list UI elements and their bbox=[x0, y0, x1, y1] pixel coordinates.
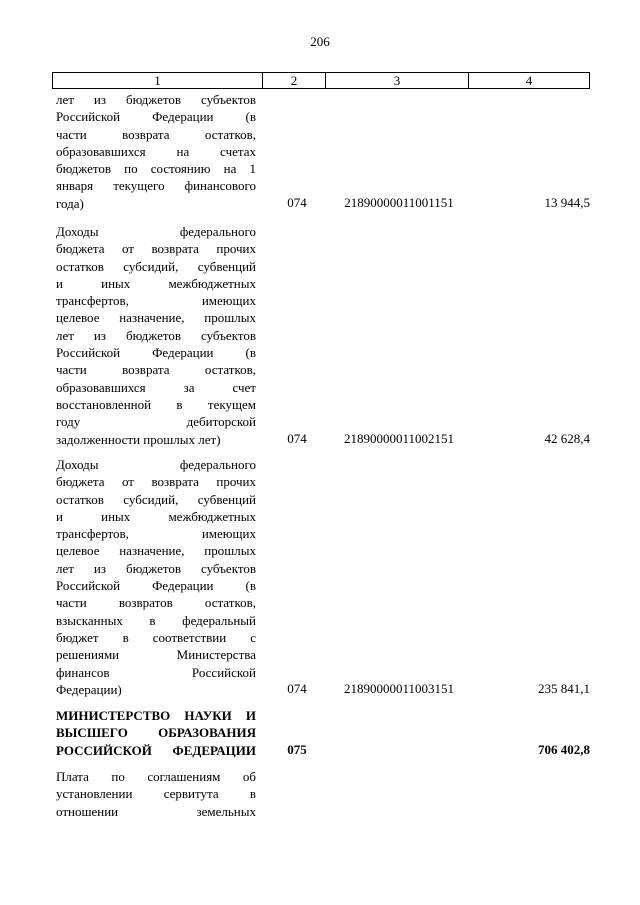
header-col-2: 2 bbox=[263, 73, 326, 88]
description-line: Доходы федерального bbox=[56, 224, 256, 239]
description-line: Плата по соглашениям об bbox=[56, 769, 256, 784]
description-line: восстановленной в текущем bbox=[56, 396, 256, 412]
description-line: году дебиторской bbox=[56, 414, 256, 430]
budget-classification-code: 21890000011001151 bbox=[344, 194, 454, 210]
description-line: бюджета от возврата прочих bbox=[56, 474, 256, 490]
row-description bbox=[56, 91, 256, 212]
description-line: части возврата остатков, bbox=[56, 126, 256, 142]
description-line: установлении сервитута в bbox=[56, 786, 256, 802]
header-col-1: 1 bbox=[53, 73, 263, 88]
description-line: остатков субсидий, субвенций bbox=[56, 491, 256, 507]
description-line: бюджет в соответствии с bbox=[56, 629, 256, 645]
description-line: отношении земельных bbox=[56, 803, 256, 819]
description-line: целевое назначение, прошлых bbox=[56, 543, 256, 559]
description-line: части возвратов остатков, bbox=[56, 595, 256, 611]
row-description bbox=[56, 456, 256, 698]
description-line: лет из бюджетов субъектов bbox=[56, 327, 256, 343]
description-line: и иных межбюджетных bbox=[56, 508, 256, 524]
description-line: лет из бюджетов субъектов bbox=[56, 560, 256, 576]
description-line: Российской Федерации (в bbox=[56, 578, 256, 594]
description-line: трансфертов, имеющих bbox=[56, 526, 256, 542]
description-line: бюджетов по состоянию на 1 bbox=[56, 161, 256, 177]
description-line: образовавшихся на счетах bbox=[56, 143, 256, 159]
description-line: Российской Федерации (в bbox=[56, 109, 256, 125]
ministry-title-line: МИНИСТЕРСТВО НАУКИ И bbox=[56, 708, 256, 723]
description-line: образовавшихся за счет bbox=[56, 379, 256, 395]
description-line: части возврата остатков, bbox=[56, 362, 256, 378]
page-number: 206 bbox=[310, 34, 330, 49]
header-col-3: 3 bbox=[326, 73, 469, 88]
admin-code: 074 bbox=[287, 194, 307, 210]
description-line: остатков субсидий, субвенций bbox=[56, 258, 256, 274]
table-header bbox=[52, 72, 590, 89]
ministry-title-line: ВЫСШЕГО ОБРАЗОВАНИЯ bbox=[56, 725, 256, 741]
ministry-title-line: РОССИЙСКОЙ ФЕДЕРАЦИИ bbox=[56, 742, 256, 758]
amount: 235 841,1 bbox=[538, 680, 590, 696]
admin-code: 074 bbox=[287, 430, 307, 446]
description-line: Доходы федерального bbox=[56, 457, 256, 472]
budget-classification-code: 21890000011003151 bbox=[343, 680, 455, 696]
description-line: целевое назначение, прошлых bbox=[56, 310, 256, 326]
row-description bbox=[56, 768, 256, 820]
description-line: финансов Российской bbox=[56, 664, 256, 680]
amount: 13 944,5 bbox=[544, 194, 590, 210]
budget-classification-code: 21890000011002151 bbox=[343, 430, 455, 446]
amount: 42 628,4 bbox=[544, 430, 590, 446]
description-line: января текущего финансового bbox=[56, 178, 256, 194]
description-line: года) bbox=[56, 195, 84, 211]
description-line: задолженности прошлых лет) bbox=[56, 431, 221, 447]
description-line: Российской Федерации (в bbox=[56, 345, 256, 361]
description-line: лет из бюджетов субъектов bbox=[56, 92, 256, 107]
description-line: бюджета от возврата прочих bbox=[56, 241, 256, 257]
row-description bbox=[56, 223, 256, 448]
description-line: трансфертов, имеющих bbox=[56, 293, 256, 309]
ministry-code: 075 bbox=[287, 741, 307, 757]
description-line: Федерации) bbox=[56, 681, 122, 697]
description-line: решениями Министерства bbox=[56, 647, 256, 663]
header-col-4: 4 bbox=[525, 73, 533, 88]
description-line: взысканных в федеральный bbox=[56, 612, 256, 628]
ministry-total-amount: 706 402,8 bbox=[538, 741, 590, 757]
ministry-title bbox=[56, 707, 256, 759]
admin-code: 074 bbox=[287, 680, 307, 696]
description-line: и иных межбюджетных bbox=[56, 275, 256, 291]
